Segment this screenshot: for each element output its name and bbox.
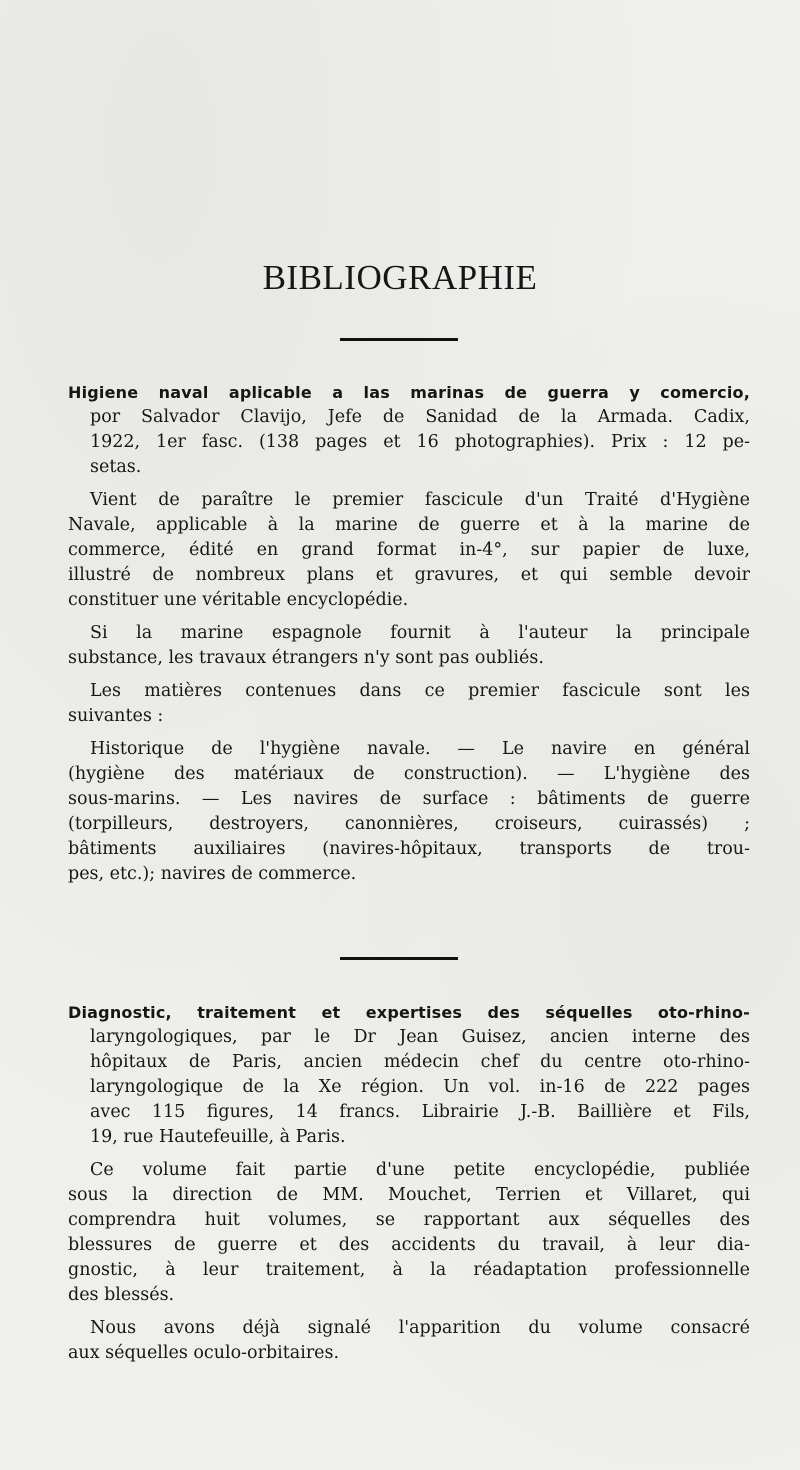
paragraph-line: commerce, édité en grand format in-4°, sur papier de luxe, [68,540,750,560]
paragraph-line: Nous avons déjà signalé l'apparition du volume consacré [90,1318,750,1338]
entry-heading-line: Higiene naval aplicable a las marinas de guerra y comercio, [68,383,750,402]
paragraph-line: bâtiments auxiliaires (navires-hôpitaux, transports de trou- [68,839,750,859]
paragraph-line: gnostic, à leur traitement, à la réadaptation professionnelle [68,1260,750,1280]
paragraph-line: constituer une véritable encyclopédie. [68,590,409,610]
paragraph-line: pes, etc.); navires de commerce. [68,864,357,884]
paragraph-line: Ce volume fait partie d'une petite encyclopédie, publiée [90,1160,750,1180]
entry-heading-line: por Salvador Clavijo, Jefe de Sanidad de la Armada. Cadix, [90,407,750,427]
paragraph-line: aux séquelles oculo-orbitaires. [68,1343,340,1363]
section-divider [340,338,458,341]
bibliography-entry-2 [68,1000,750,1366]
entry-heading-line: hôpitaux de Paris, ancien médecin chef du centre oto-rhino- [90,1052,750,1072]
page-title: BIBLIOGRAPHIE [262,258,538,297]
paragraph-line: des blessés. [68,1285,175,1305]
paragraph-line: substance, les travaux étrangers n'y sont pas oubliés. [68,648,544,668]
paragraph-line: Vient de paraître le premier fascicule d'un Traité d'Hygiène [90,490,750,510]
paragraph-line: Les matières contenues dans ce premier fascicule sont les [90,681,750,701]
paragraph-line: sous la direction de MM. Mouchet, Terrien et Villaret, qui [68,1185,750,1205]
entry-heading-line: 19, rue Hautefeuille, à Paris. [90,1127,346,1147]
paragraph-line: suivantes : [68,706,164,726]
paragraph-line: sous-marins. — Les navires de surface : bâtiments de guerre [68,789,750,809]
entry-heading-line: laryngologiques, par le Dr Jean Guisez, ancien interne des [90,1027,750,1047]
section-divider [340,957,458,960]
paragraph-line: (torpilleurs, destroyers, canonnières, croiseurs, cuirassés) ; [68,814,750,834]
entry-heading-line: laryngologique de la Xe région. Un vol. in-16 de 222 pages [90,1077,750,1097]
paragraph-line: Si la marine espagnole fournit à l'auteur la principale [90,623,750,643]
entry-heading-line: setas. [90,457,142,477]
paragraph-line: Navale, applicable à la marine de guerre et à la marine de [68,515,750,535]
paragraph-line: illustré de nombreux plans et gravures, et qui semble devoir [68,565,750,585]
bibliography-entry-1 [68,380,750,887]
entry-heading-line: avec 115 figures, 14 francs. Librairie J.-B. Baillière et Fils, [90,1102,750,1122]
entry-heading-line: 1922, 1er fasc. (138 pages et 16 photographies). Prix : 12 pe- [90,432,750,452]
paragraph-line: Historique de l'hygiène navale. — Le navire en général [90,739,750,759]
entry-heading-line: Diagnostic, traitement et expertises des séquelles oto-rhino- [68,1003,750,1022]
paragraph-line: comprendra huit volumes, se rapportant aux séquelles des [68,1210,750,1230]
paragraph-line: blessures de guerre et des accidents du travail, à leur dia- [68,1235,750,1255]
paragraph-line: (hygiène des matériaux de construction). — L'hygiène des [68,764,750,784]
